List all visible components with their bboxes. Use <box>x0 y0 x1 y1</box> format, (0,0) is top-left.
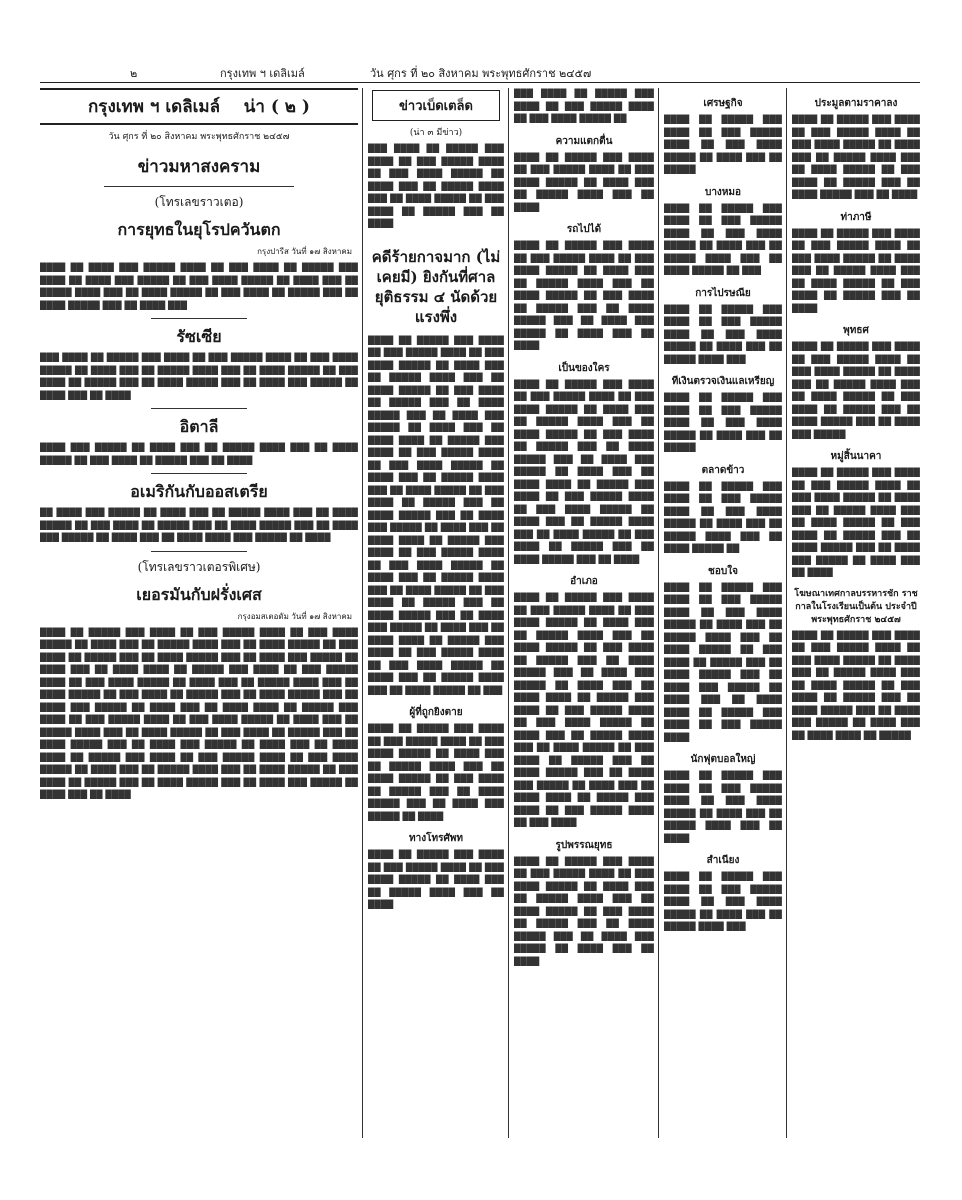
subheading: ทางโทรศัพท <box>409 833 463 844</box>
article-body: ████ ███ █████ ██ ████ ███ ██ █████ ████ ███ ██ ████ █████ ██ ███ ████ ██ █████ ███ ██ ████ <box>40 443 358 465</box>
divider <box>151 408 246 409</box>
article-body: ████ ██ █████ ███ ████ ██ ███ █████ ████ ██ ███ ████ █████ ██ ████ ███ ██ █████ ████ ███ ██ ████ █████ ██ ███ ████ ██ █████ ███ ██ ████ █████ ███ ██ ████ ███ █████ ██ ████ ███ ██ ████ ████ ██ █████ ███ ████ ██ ███ █████ ████ <box>664 582 782 742</box>
headline: การยุทธในยุโรปควันตก <box>117 220 281 239</box>
subheading: รูปพรรณยุทธ <box>555 839 613 851</box>
divider <box>104 186 295 187</box>
source-label: (โทรเลขราวเตอรพิเศษ) <box>137 559 261 574</box>
article-body: ████ ██ █████ ███ ████ ██ ███ █████ ████ ██ ███ ████ █████ ██ ████ ███ ██ █████ ████ ███ ██ ████ <box>664 771 782 843</box>
article-body: ██ ████ ███ █████ ██ ████ ███ ██ █████ ████ ███ ██ ████ █████ ██ ███ ████ ██ █████ ███ ██ ████ █████ ███ ██ ████ ███ █████ ██ ████ ███ ██ ████ ████ ███ █████ ██ ████ <box>40 508 358 542</box>
column-3 <box>514 88 654 1138</box>
article-body: ████ ██ █████ ███ ████ ██ ███ █████ ████ ██ ███ ████ █████ ██ ████ ███ ██ █████ ████ ███ ██ ████ █████ ██ ███ ████ ██ █████ ███ ██ ████ █████ ███ ██ ████ ███ █████ <box>792 342 920 439</box>
article-body: ████ ██ █████ ███ ████ ██ ███ █████ ████ ██ ███ ████ █████ ██ ████ ███ ██ █████ ████ ███ ██ ████ █████ ██ ███ ████ ██ █████ ███ ██ ████ █████ ███ ██ ████ ███ █████ ██ ████ ███ ██ ████ ████ ██ █████ <box>792 630 920 740</box>
article-body: ████ ██ █████ ███ ████ ██ ███ █████ ████ ██ ███ ████ █████ ██ ████ ███ ██ █████ ████ ███ ██ ████ <box>514 152 654 212</box>
article-body: ███ ████ ██ █████ ███ ████ ██ ███ █████ ████ ██ ███ ████ █████ ██ <box>514 89 654 123</box>
masthead-page-label: น่า ( ๒ ) <box>243 97 310 117</box>
running-header <box>40 60 920 83</box>
article-body: ████ ██ █████ ███ ████ ██ ███ █████ ████ ██ ███ ████ █████ ██ ████ ███ ██ █████ ████ ███ ██ ████ <box>368 850 504 909</box>
column-rule <box>786 88 787 1138</box>
article-body: ████ ██ █████ ███ ████ ██ ███ █████ ████ ██ ███ ████ █████ ██ ████ ███ ██ █████ ████ ███ ██ ████ █████ ██ <box>664 481 782 553</box>
column-1 <box>40 88 358 1138</box>
masthead-dateline: วัน ศุกร ที่ ๒๐ สิงหาคม พระพุทธศักราช ๒๔๕๗ <box>108 132 290 142</box>
running-title: กรุงเทพ ฯ เดลิเมล์ <box>220 67 305 80</box>
headline: เยอรมันกับฝรั่งเศส <box>136 584 262 604</box>
section-sub: (น่า ๓ มีข่าว) <box>409 128 463 138</box>
divider <box>151 551 246 552</box>
subheading: ผู้ที่ถูกยิงตาย <box>409 707 463 718</box>
headline: รัซเซีย <box>176 327 222 346</box>
subheading: ชอบใจ <box>708 565 738 577</box>
section-title: ข่าวเบ็ดเตล็ด <box>372 90 500 121</box>
subheading: อำเภอ <box>570 576 598 587</box>
subheading: เป็นของใคร <box>558 362 610 374</box>
subheading: หมู่สิ้นนาคา <box>830 451 882 462</box>
column-2 <box>368 88 504 1138</box>
article-body: ███ ████ ██ █████ ███ ████ ██ ███ █████ ████ ██ ███ ████ █████ ██ ████ ███ ██ █████ ████ ███ ██ ████ █████ ██ ███ ████ ██ █████ ███ ██ ████ <box>368 144 504 228</box>
subheading: ท่าภาษี <box>840 211 872 223</box>
subheading: บางหมอ <box>704 186 742 198</box>
divider <box>151 473 246 474</box>
article-body: ████ ██ █████ ███ ████ ██ ███ █████ ████ ██ ███ ████ █████ ██ ████ ███ ██ █████ ████ ███ ██ ████ █████ ██ ███ ████ ██ █████ ███ ██ ████ █████ ███ ██ ████ ███ █████ ██ ████ ███ ██ ████ <box>792 468 920 577</box>
running-date: วัน ศุกร ที่ ๒๐ สิงหาคม พระพุทธศักราช ๒๔๕๗ <box>370 67 592 80</box>
masthead-title: กรุงเทพ ฯ เดลิเมล์ <box>88 97 221 117</box>
column-rule <box>508 88 509 1138</box>
section-title: ข่าวมหาสงคราม <box>137 157 261 177</box>
page-number: ๒ <box>130 67 138 80</box>
subheading: การไปรษณีย <box>695 287 751 299</box>
article-body: ████ ██ █████ ███ ████ ██ ███ █████ ████ ██ ███ ████ █████ ██ ████ ███ ██ █████ ████ ███ <box>664 304 782 364</box>
column-rule <box>362 88 363 1138</box>
subheading: ตลาดข้าว <box>701 464 745 476</box>
article-body: ████ ██ █████ ███ ████ ██ ███ █████ ████ ██ ███ ████ █████ ██ ████ ███ ██ █████ <box>664 115 782 174</box>
dateline: กรุงปารีส วันที่ ๑๗ สิงหาคม <box>257 247 352 256</box>
subheading: สำเนียง <box>706 855 740 866</box>
article-body: ████ ██ █████ ███ ████ ██ ███ █████ ████ ██ ███ ████ █████ ██ ████ ███ ██ █████ ████ ███ <box>664 872 782 931</box>
column-5 <box>792 88 920 1138</box>
column-4 <box>664 88 782 1138</box>
article-body: ████ ██ █████ ███ ████ ██ ███ █████ ████ ██ ███ ████ █████ ██ ████ ███ ██ █████ <box>664 393 782 452</box>
article-body: ████ ██ █████ ███ ████ ██ ███ █████ ████ ██ ███ ████ █████ ██ ████ ███ ██ █████ ████ ███ ██ ████ █████ ██ ███ ████ ██ █████ ███ ██ ████ █████ ███ ██ ████ ███ █████ ██ ████ ███ ██ ████ ████ ██ █████ ███ ████ ██ ███ █████ ████ ██ ███ ████ █████ ██ ████ ███ ██ █████ ████ ███ ██ ████ █████ ██ ███ ████ ██ █████ ███ ██ ████ █████ ███ ██ ████ ███ █████ ██ ████ ███ ██ ████ ████ ██ █████ ███ ████ ██ ███ █████ ████ ██ ███ ████ <box>514 593 654 827</box>
subheading: โฆษณาเทศกาลบรรหารชัก ราชกาลในโรงเรียนเป็นต้น ประจำปีพระพุทธศักราช ๒๔๕๗ <box>794 588 918 625</box>
headline: อิตาลี <box>179 417 219 436</box>
article-body: ████ ██ █████ ███ ████ ██ ███ █████ ████ ██ ███ ████ █████ ██ ████ ███ ██ █████ ████ ███ ██ ████ █████ ██ ███ ████ ██ █████ ███ ██ ████ <box>792 228 920 313</box>
dateline: กรุงอมสเตอดัม วันที่ ๑๗ สิงหาคม <box>237 611 352 621</box>
article-body: ████ ██ █████ ███ ████ ██ ███ █████ ████ ██ ███ ████ █████ ██ ████ ███ ██ █████ ████ ███ ██ ████ █████ ██ ███ ████ ██ █████ ███ ██ ████ █████ ███ ██ ████ ███ █████ ██ ████ ███ ██ ████ ████ ██ █████ ███ ████ ██ ███ █████ ████ ██ ███ ████ █████ ██ ████ ███ ██ █████ ████ ███ ██ ████ █████ ██ ███ ████ ██ █████ ███ ██ ████ █████ ███ ██ ████ ███ █████ ██ ████ ███ ██ ████ ████ ██ █████ ███ ████ ██ ███ █████ ████ ██ ███ ████ █████ ██ ████ ███ ██ █████ ████ ███ ██ ████ █████ ██ ███ ████ ██ █████ ███ ██ ████ █████ ███ ██ ████ ███ █████ ██ ████ ███ ██ ████ ████ ██ █████ ███ ████ ██ ███ █████ ████ ██ ███ ████ █████ ██ ████ ███ ██ █████ ████ ███ ██ ████ █████ ██ ███ ████ ██ █████ ███ ██ ████ █████ ███ ██ ████ ███ █████ ██ ████ ███ ██ ████ <box>40 627 358 799</box>
subheading: เศรษฐกิจ <box>703 98 743 109</box>
article-body: ████ ██ █████ ███ ████ ██ ███ █████ ████ ██ ███ ████ █████ ██ ████ ███ ██ █████ ████ ███ ██ ████ █████ ██ ███ ████ ██ █████ ███ ██ ████ █████ ███ ██ ████ ███ █████ ██ ████ ███ ██ ████ <box>514 241 654 350</box>
article-body: ████ ██ █████ ███ ████ ██ ███ █████ ████ ██ ███ ████ █████ ██ ████ ███ ██ █████ ████ ███ ██ ████ █████ ██ ███ ████ ██ █████ ███ ██ ████ █████ ███ ██ ████ ███ █████ ██ ████ ███ ██ ████ <box>514 856 654 966</box>
headline: อเมริกันกับออสเตรีย <box>130 482 268 501</box>
divider <box>151 318 246 319</box>
newspaper-page <box>40 60 920 1140</box>
subheading: นักฟุตบอลใหญ่ <box>690 754 756 765</box>
subheading: พุทธศ <box>843 325 869 336</box>
big-headline: คดีร้ายกาจมาก (ไม่เคยมี) ยิงกันที่ศาลยุติธรรม ๔ นัดด้วยแรงพึ่ง <box>371 247 501 326</box>
subheading: ทีเงินตรวจเงินแลเหรียญ <box>671 376 775 387</box>
article-body: ████ ██ █████ ███ ████ ██ ███ █████ ████ ██ ███ ████ █████ ██ ████ ███ ██ █████ ████ ███ ██ ████ █████ ██ ███ ████ ██ █████ ███ ██ ████ █████ ███ ██ ████ ███ █████ ██ ████ <box>368 724 504 821</box>
subheading: รถไปได้ <box>566 224 602 235</box>
article-body: ████ ██ █████ ███ ████ ██ ███ █████ ████ ██ ███ ████ █████ ██ ████ ███ ██ █████ ████ ███ ██ ████ █████ ██ ███ <box>664 203 782 275</box>
subheading: ประมูลตามราคาลง <box>814 98 898 109</box>
article-body: ████ ██ █████ ███ ████ ██ ███ █████ ████ ██ ███ ████ █████ ██ ████ ███ ██ █████ ████ ███ ██ ████ █████ ██ ███ ████ ██ █████ ███ ██ ████ █████ ███ ██ ████ ███ █████ ██ ████ ███ ██ ████ ████ ██ █████ ███ ████ ██ ███ █████ ████ ██ ███ ████ █████ ██ ████ ███ ██ █████ ████ ███ ██ ████ █████ ██ ███ ████ ██ █████ ███ ██ ████ █████ ███ ██ ████ <box>514 379 654 564</box>
article-body: ████ ██ █████ ███ ████ ██ ███ █████ ████ ██ ███ ████ █████ ██ ████ ███ ██ █████ ████ ███ ██ ████ █████ ██ ███ ████ ██ █████ ███ ██ ████ █████ ███ ██ ████ ███ █████ ██ ████ ███ ██ ████ ████ ██ █████ ███ ████ ██ ███ █████ ████ ██ ███ ████ █████ ██ ████ ███ ██ █████ ████ ███ ██ ████ █████ ██ ███ ████ ██ █████ ███ ██ ████ █████ ███ ██ ████ ███ █████ ██ ████ ███ ██ ████ ████ ██ █████ ███ ████ ██ ███ █████ ████ ██ ███ ████ █████ ██ ████ ███ ██ █████ ████ ███ ██ ████ █████ ██ ███ ████ ██ █████ ███ ██ ████ █████ ███ ██ ████ ███ █████ ██ ████ ███ ██ ████ ████ ██ █████ ███ ████ ██ ███ █████ ████ ██ ███ ████ █████ ██ ████ ███ ██ █████ ████ ███ ██ ████ █████ ██ ███ <box>368 335 504 695</box>
article-body: ███ ████ ██ █████ ███ ████ ██ ███ █████ ████ ██ ███ ████ █████ ██ ████ ███ ██ █████ ████ ███ ██ ████ █████ ██ ███ ████ ██ █████ ███ ██ ████ █████ ███ ██ ████ ███ █████ ██ ████ ███ ██ ████ <box>40 353 358 400</box>
masthead <box>40 88 358 125</box>
source-label: (โทรเลขราวเตอ) <box>154 195 244 209</box>
subheading: ความแตกตื่น <box>555 135 613 147</box>
article-body: ████ ██ ████ ███ █████ ████ ██ ███ ████ ██ █████ ███ ████ ██ ████ ███ █████ ██ ███ ████ █████ ██ ████ ███ ██ █████ ████ ███ ██ ████ █████ ██ ███ ████ ██ █████ ███ ██ ████ █████ ███ ██ ████ ███ <box>40 263 358 310</box>
article-body: ████ ██ █████ ███ ████ ██ ███ █████ ████ ██ ███ ████ █████ ██ ████ ███ ██ █████ ████ ███ ██ ████ █████ ██ ███ ████ ██ █████ ███ ██ ████ █████ ███ ██ ████ <box>792 115 920 199</box>
column-rule <box>658 88 659 1138</box>
